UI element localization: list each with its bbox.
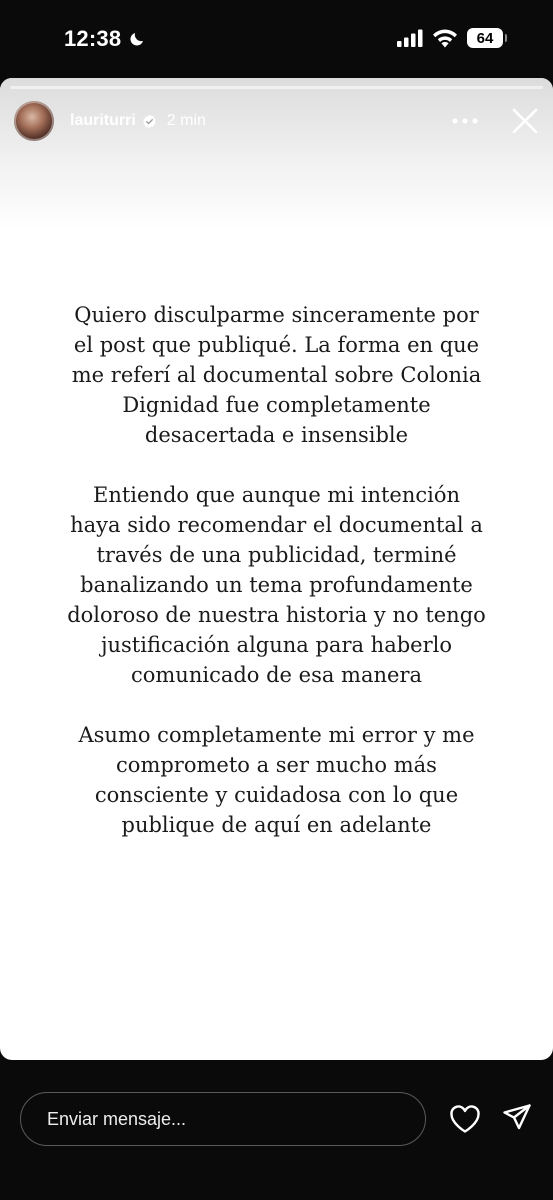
story-paragraph-2: Entiendo que aunque mi intención haya sido recomendar el documental a través de una publicidad, terminé banalizando un tema profundamente doloroso de nuestra historia y no tengo justificación alguna para haberlo comunicado de esa manera xyxy=(67,483,486,687)
story-text xyxy=(40,300,513,870)
wifi-icon xyxy=(432,29,458,48)
message-input[interactable] xyxy=(20,1092,426,1146)
story-timestamp: 2 min xyxy=(166,112,206,129)
heart-icon[interactable] xyxy=(449,1104,481,1134)
send-icon[interactable] xyxy=(502,1103,532,1133)
story-progress-bar xyxy=(10,86,543,89)
more-icon[interactable] xyxy=(451,114,479,128)
battery-level: 64 xyxy=(476,29,494,47)
story-paragraph-3: Asumo completamente mi error y me comprometo a ser mucho más consciente y cuidadosa con lo que publique de aquí en adelante xyxy=(78,723,475,837)
verified-icon xyxy=(142,114,157,129)
close-icon[interactable] xyxy=(511,107,539,135)
story-paragraph-1: Quiero disculparme sinceramente por el post que publiqué. La forma en que me referí al documental sobre Colonia Dignidad fue completamente desacertada e insensible xyxy=(71,303,482,447)
signal-icon xyxy=(397,29,423,47)
status-time: 12:38 xyxy=(64,26,122,51)
message-bar xyxy=(0,1060,553,1200)
avatar[interactable] xyxy=(14,101,54,141)
username[interactable]: lauriturri xyxy=(70,112,136,129)
story-header xyxy=(14,100,541,142)
message-input-placeholder: Enviar mensaje... xyxy=(47,1108,187,1129)
status-time-group xyxy=(64,26,146,52)
status-bar xyxy=(0,0,553,78)
battery-icon xyxy=(467,28,503,48)
moon-icon xyxy=(128,30,146,48)
status-indicators xyxy=(397,28,503,48)
story-card[interactable] xyxy=(0,78,553,1060)
